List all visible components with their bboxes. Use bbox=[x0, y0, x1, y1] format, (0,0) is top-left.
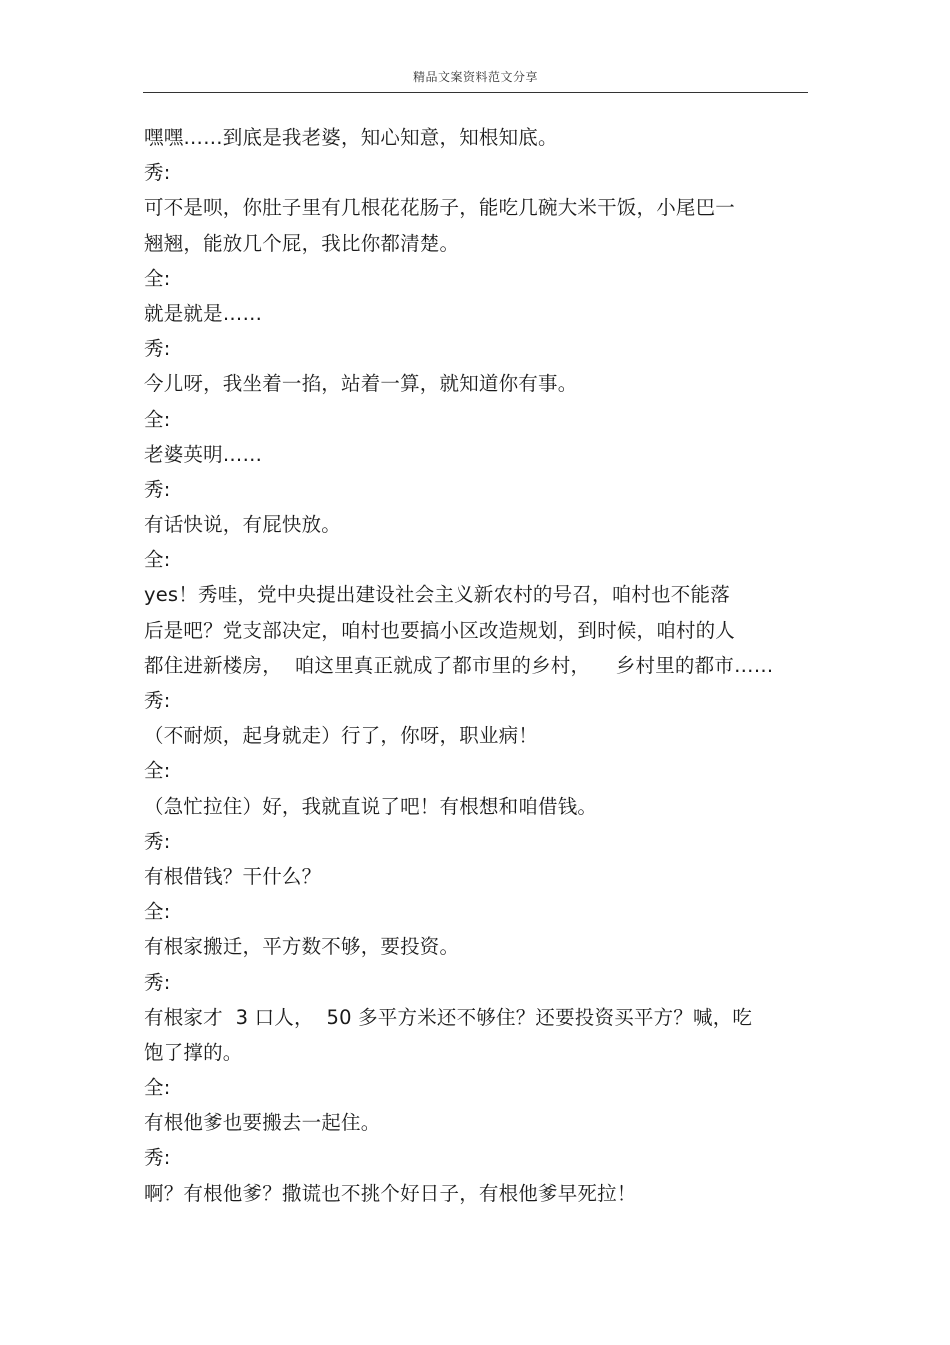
text-line: 有根家搬迁，平方数不够，要投资。 bbox=[144, 935, 460, 959]
text-line: （急忙拉住）好，我就直说了吧！有根想和咱借钱。 bbox=[144, 794, 598, 818]
text-line: 嘿嘿……到底是我老婆，知心知意，知根知底。 bbox=[144, 126, 558, 149]
text-line: 有根他爹也要搬去一起住。 bbox=[144, 1111, 381, 1135]
text-line: 翘翘，能放几个屁，我比你都清楚。 bbox=[144, 231, 460, 255]
speaker-label: 全: bbox=[144, 1076, 171, 1100]
page-header bbox=[143, 62, 808, 93]
script-body bbox=[144, 120, 809, 1211]
text-line: 有根家才 3 口人， 50 多平方米还不够住？还要投资买平方？喊，吃 bbox=[144, 1005, 753, 1029]
text-line: yes！秀哇，党中央提出建设社会主义新农村的号召，咱村也不能落 bbox=[144, 583, 730, 607]
speaker-label: 全: bbox=[144, 900, 171, 924]
speaker-label: 秀: bbox=[144, 477, 171, 501]
speaker-label: 全: bbox=[144, 266, 171, 290]
speaker-label: 秀: bbox=[144, 161, 171, 185]
text-line: （不耐烦，起身就走）行了，你呀，职业病！ bbox=[144, 724, 539, 748]
speaker-label: 全: bbox=[144, 759, 171, 783]
speaker-label: 秀: bbox=[144, 1146, 171, 1170]
text-line: 后是吧？党支部决定，咱村也要搞小区改造规划，到时候，咱村的人 bbox=[144, 618, 736, 642]
text-line: 可不是呗，你肚子里有几根花花肠子，能吃几碗大米干饭，小尾巴一 bbox=[144, 196, 736, 220]
speaker-label: 秀: bbox=[144, 829, 171, 853]
text-line: 老婆英明…… bbox=[144, 442, 263, 466]
speaker-label: 秀: bbox=[144, 337, 171, 361]
speaker-label: 全: bbox=[144, 407, 171, 431]
speaker-label: 全: bbox=[144, 548, 171, 572]
text-line: 今儿呀，我坐着一掐，站着一算，就知道你有事。 bbox=[144, 372, 578, 396]
text-line: 啊？有根他爹？撒谎也不挑个好日子，有根他爹早死拉！ bbox=[144, 1181, 637, 1205]
text-line: 就是就是…… bbox=[144, 301, 263, 325]
text-line: 有话快说，有屁快放。 bbox=[144, 513, 342, 537]
speaker-label: 秀: bbox=[144, 970, 171, 994]
header-title: 精品文案资料范文分享 bbox=[412, 70, 538, 84]
text-line: 饱了撑的。 bbox=[144, 1040, 243, 1064]
speaker-label: 秀: bbox=[144, 689, 171, 712]
text-line: 都住进新楼房， 咱这里真正就成了都市里的乡村， 乡村里的都市…… bbox=[144, 653, 774, 677]
text-line: 有根借钱？干什么？ bbox=[144, 864, 322, 888]
